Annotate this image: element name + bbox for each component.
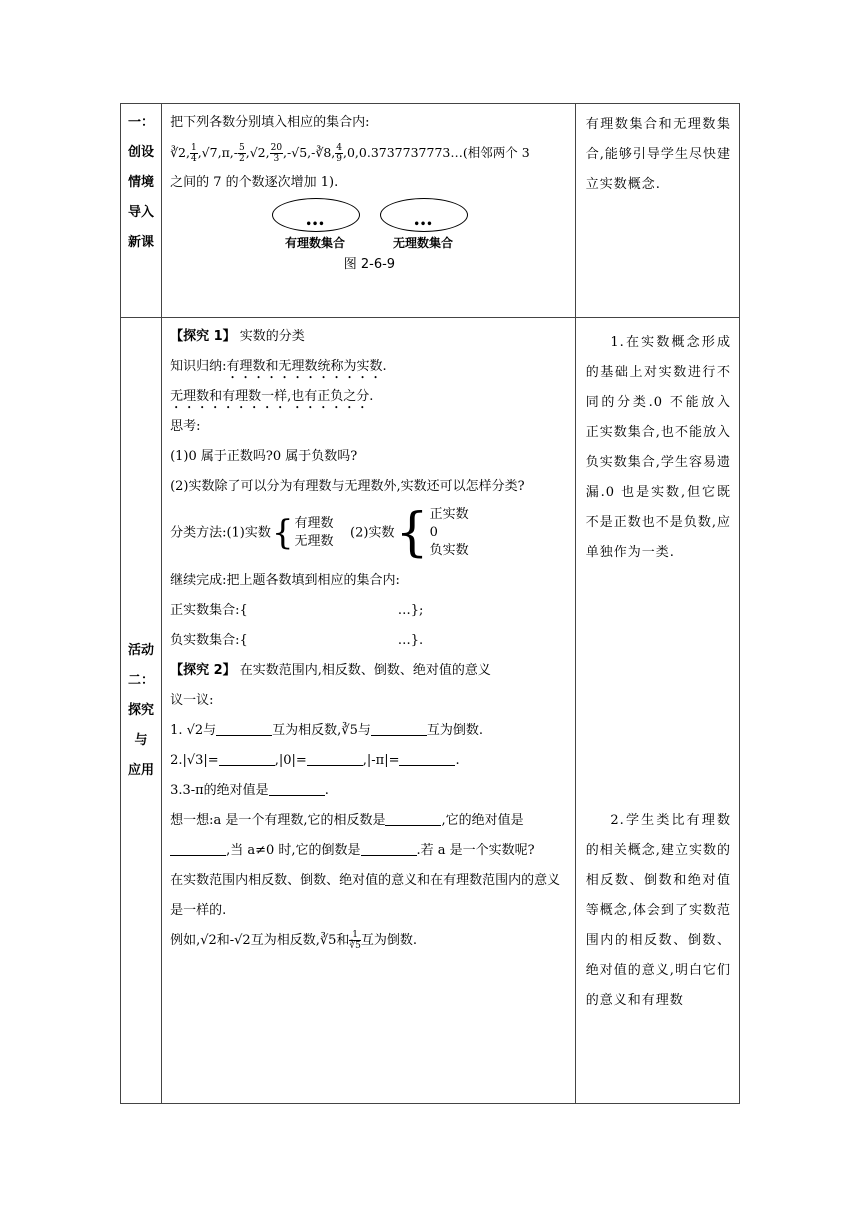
num-text: ,√2,	[245, 145, 270, 160]
answer-blank[interactable]	[399, 751, 455, 766]
think-text: ,当 a≠0 时,它的倒数是	[226, 843, 361, 858]
rational-set-dots: •••	[305, 219, 325, 230]
exercise-text: 3.3-π的绝对值是	[170, 783, 269, 798]
stage-1-line: 一：	[128, 115, 155, 130]
brace-icon: {	[271, 513, 294, 553]
fraction	[335, 143, 343, 164]
note-cell-2	[575, 318, 739, 1104]
answer-blank[interactable]	[385, 811, 441, 826]
teaching-note-2: 2.学生类比有理数的相关概念,建立实数的相反数、倒数和绝对值等概念,体会到了实数范围内的相反数、倒数、绝对值的意义,明白它们的意义和有理数	[585, 813, 731, 1008]
fraction	[190, 143, 198, 164]
think-text: 想一想:a 是一个有理数,它的相反数是	[170, 813, 386, 828]
set-diagram	[170, 198, 569, 250]
positive-set-line	[170, 596, 569, 626]
inquiry-1-heading	[170, 322, 569, 352]
brace-icon: {	[395, 503, 429, 563]
num-text: ,-√5,-∛8,	[283, 145, 336, 160]
inquiry-2-title: 在实数范围内,相反数、倒数、绝对值的意义	[235, 663, 491, 678]
denominator: 2	[238, 154, 245, 164]
stage-2-line: 二：	[128, 672, 155, 688]
irrational-set-label: 无理数集合	[393, 236, 454, 250]
stage-2-line: 探究	[128, 702, 155, 718]
inquiry-2-heading	[170, 656, 569, 686]
negative-set-line	[170, 626, 569, 656]
num-text: ,√7,π,-	[197, 145, 238, 160]
numerator: 5	[238, 143, 245, 153]
stage-2-line: 活动	[128, 642, 155, 658]
example-line	[170, 926, 569, 956]
content-cell-2	[162, 318, 576, 1104]
stage-1-line: 情境	[128, 175, 155, 190]
positive-set-end: …};	[397, 603, 424, 618]
stage-cell-1	[121, 104, 162, 318]
positive-set-label: 正实数集合:{	[170, 603, 248, 618]
fraction	[238, 143, 246, 164]
continue-instruction: 继续完成:把上题各数填到相应的集合内:	[170, 573, 400, 588]
denominator: 9	[336, 154, 342, 164]
inquiry-1-title: 实数的分类	[235, 329, 305, 344]
method-1-option: 无理数	[294, 534, 334, 549]
think-text: ,它的绝对值是	[441, 813, 524, 828]
teaching-note: 有理数集合和无理数集合,能够引导学生尽快建立实数概念.	[585, 117, 731, 192]
stage-2-line: 与	[134, 732, 148, 748]
think-text: .若 a 是一个实数呢?	[416, 843, 535, 858]
knowledge-line-2: 无理数和有理数一样,也有正负之分.	[170, 389, 374, 404]
exercise-text: ,|0|=	[274, 753, 307, 768]
question-2: (2)实数除了可以分为有理数与无理数外,实数还可以怎样分类?	[170, 479, 525, 494]
exercise-2	[170, 746, 569, 776]
num-text: ∛2,	[170, 145, 190, 160]
answer-blank[interactable]	[170, 841, 226, 856]
exercise-text: 1. √2与	[170, 723, 217, 738]
stage-1-line: 创设	[128, 145, 155, 160]
fraction	[270, 143, 283, 164]
knowledge-prefix: 知识归纳:	[170, 359, 227, 374]
knowledge-emphasis: 有理数和无理数统称为实数.	[226, 359, 387, 374]
answer-blank[interactable]	[371, 721, 427, 736]
numerator: 4	[336, 143, 342, 153]
rational-set-label: 有理数集合	[285, 236, 346, 250]
method-2-option: 负实数	[429, 543, 469, 558]
inquiry-1-tag: 【探究 1】	[170, 329, 236, 344]
answer-blank[interactable]	[269, 781, 325, 796]
numerator: 20	[270, 143, 283, 153]
method-2-option: 0	[429, 525, 438, 540]
stage-1-line: 新课	[128, 235, 155, 250]
exercise-text: .	[324, 783, 329, 798]
content-cell-1	[162, 104, 576, 318]
knowledge-line-1	[170, 352, 569, 382]
method-2-option: 正实数	[429, 507, 469, 522]
exercise-text: 互为相反数,∛5与	[272, 723, 371, 738]
method-1-option: 有理数	[294, 516, 334, 531]
classification-methods	[170, 503, 569, 563]
inquiry-2-tag: 【探究 2】	[170, 663, 236, 678]
exercise-text: ,|-π|=	[362, 753, 400, 768]
stage-1-line: 导入	[128, 205, 155, 220]
answer-blank[interactable]	[216, 721, 272, 736]
figure-caption: 图 2-6-9	[343, 257, 396, 272]
number-list-cont: 之间的 7 的个数逐次增加 1).	[170, 175, 339, 190]
table-row-intro	[121, 104, 740, 318]
denominator: ∛5	[349, 941, 361, 951]
conclusion-text: 在实数范围内相反数、倒数、绝对值的意义和在有理数范围内的意义是一样的.	[170, 873, 561, 918]
example-text: 互为倒数.	[360, 933, 417, 948]
teaching-note-1: 1.在实数概念形成的基础上对实数进行不同的分类.0 不能放入正实数集合,也不能放入负实数集合,学生容易遗漏.0 也是实数,但它既不是正数也不是负数,应单独作为一类.	[585, 335, 731, 560]
method-1-label: 分类方法:(1)实数	[170, 525, 271, 541]
exercise-text: 2.|√3|=	[170, 753, 219, 768]
table-row-explore	[121, 318, 740, 1104]
think-more	[170, 806, 569, 866]
exercise-3	[170, 776, 569, 806]
irrational-set-dots: •••	[413, 219, 433, 230]
question-1: (1)0 属于正数吗?0 属于负数吗?	[170, 449, 358, 464]
denominator: 4	[190, 154, 197, 164]
exercise-1	[170, 716, 569, 746]
answer-blank[interactable]	[219, 751, 275, 766]
discuss-label: 议一议:	[170, 693, 214, 708]
fraction	[349, 930, 360, 951]
answer-blank[interactable]	[307, 751, 363, 766]
method-2-label: (2)实数	[350, 525, 395, 541]
example-text: 例如,√2和-√2互为相反数,∛5和	[170, 933, 350, 948]
number-list	[170, 138, 569, 168]
exercise-text: 互为倒数.	[426, 723, 483, 738]
stage-2-line: 应用	[128, 762, 155, 778]
negative-set-end: …}.	[397, 633, 424, 648]
exercise-text: .	[455, 753, 460, 768]
lesson-plan-table	[120, 103, 740, 1104]
stage-cell-2	[121, 318, 162, 1104]
think-label: 思考:	[170, 419, 201, 434]
numerator: 1	[349, 930, 360, 941]
denominator: 3	[273, 154, 280, 164]
method-1-brace-group	[271, 515, 334, 551]
num-text: ,0,0.3737737773…(相邻两个 3	[343, 145, 530, 160]
answer-blank[interactable]	[361, 841, 417, 856]
note-cell-1	[575, 104, 739, 318]
negative-set-label: 负实数集合:{	[170, 633, 248, 648]
numerator: 1	[190, 143, 197, 153]
method-2-brace-group	[394, 503, 469, 563]
prompt-text: 把下列各数分别填入相应的集合内:	[170, 115, 370, 130]
